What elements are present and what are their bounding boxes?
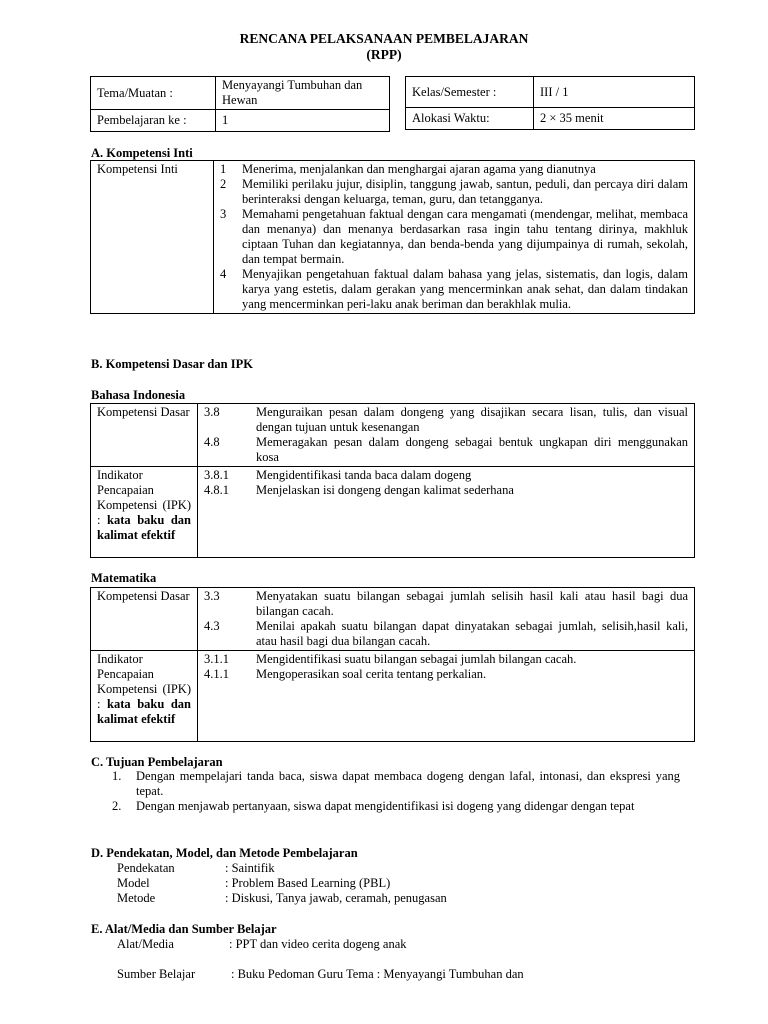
alat-label: Alat/Media [117, 937, 174, 951]
metode-value: : Diskusi, Tanya jawab, ceramah, penugasan [225, 891, 447, 905]
ipk-item: 3.1.1 Mengidentifikasi suatu bilangan sebagai jumlah bilangan cacah. [204, 652, 577, 666]
bahasa-ipk-label: Indikator Pencapaian Kompetensi (IPK) : kata baku dan kalimat efektif [91, 467, 198, 558]
tema-label: Tema/Muatan : [91, 77, 216, 110]
alokasi-value: 2 × 35 menit [534, 108, 695, 130]
ipk-item: 4.8.1 Menjelaskan isi dongeng dengan kalimat sederhana [204, 483, 514, 497]
tema-value: Menyayangi Tumbuhan dan Hewan [216, 77, 390, 110]
alokasi-label: Alokasi Waktu: [406, 108, 534, 130]
ki-items [214, 161, 695, 314]
metode-list [117, 861, 617, 906]
metode-label: Metode [117, 891, 156, 905]
pembelajaran-label: Pembelajaran ke : [91, 110, 216, 132]
kd-item: 3.3 Menyatakan suatu bilangan sebagai jumlah selisih hasil kali atau hasil bagi dua bilangan cacah. [204, 589, 688, 618]
ipk-item: 3.8.1 Mengidentifikasi tanda baca dalam dogeng [204, 468, 472, 482]
document-subtitle: (RPP) [366, 47, 402, 62]
kelas-value: III / 1 [534, 77, 695, 108]
pembelajaran-value: 1 [216, 110, 390, 132]
ki-item: 3 Memahami pengetahuan faktual dengan cara mengamati (mendengar, melihat, membaca dan menanya) dan menanya berdasarkan rasa ingin tahu tentang dirinya, makhluk ciptaan Tuhan dan kegiatannya, dan benda-benda yang dijumpainya di rumah, sekolah, dan tempat bermain. [220, 207, 688, 266]
ki-item: 4 Menyajikan pengetahuan faktual dalam bahasa yang jelas, sistematis, dan logis, dalam karya yang estetis, dalam gerakan yang mencerminkan anak sehat, dan dalam tindakan yang mencerminkan peri-laku anak beriman dan berakhlak mulia. [220, 267, 688, 311]
ki-item: 2 Memiliki perilaku jujur, disiplin, tanggung jawab, santun, peduli, dan percaya diri dalam berinteraksi dengan keluarga, teman, guru, dan tetangganya. [220, 177, 688, 206]
ki-item: 1 Menerima, menjalankan dan menghargai ajaran agama yang dianutnya [220, 162, 596, 176]
ipk-item: 4.1.1 Mengoperasikan soal cerita tentang perkalian. [204, 667, 487, 681]
kd-item: 4.8 Memeragakan pesan dalam dongeng sebagai bentuk ungkapan diri menggunakan kosa [204, 435, 688, 464]
sumber-value: : Buku Pedoman Guru Tema : Menyayangi Tumbuhan dan [231, 967, 524, 981]
info-table-left [90, 76, 390, 132]
bahasa-heading: Bahasa Indonesia [91, 388, 186, 402]
pendekatan-label: Pendekatan [117, 861, 175, 875]
tujuan-item: 1. Dengan mempelajari tanda baca, siswa dapat membaca dogeng dengan lafal, intonasi, dan ekspresi yang tepat. [112, 769, 680, 798]
sumber-label: Sumber Belajar [117, 967, 196, 981]
section-c-heading: C. Tujuan Pembelajaran [91, 755, 223, 769]
tujuan-item: 2. Dengan menjawab pertanyaan, siswa dapat mengidentifikasi isi dogeng yang didengar dengan tepat [112, 799, 635, 813]
matematika-ipk-label: Indikator Pencapaian Kompetensi (IPK) : kata baku dan kalimat efektif [91, 651, 198, 742]
matematika-kd-table [90, 587, 695, 742]
section-d-heading: D. Pendekatan, Model, dan Metode Pembelajaran [91, 846, 358, 860]
matematika-kd-items [198, 588, 695, 651]
matematika-heading: Matematika [91, 571, 157, 585]
alat-value: : PPT dan video cerita dogeng anak [229, 937, 407, 951]
model-value: : Problem Based Learning (PBL) [225, 876, 391, 890]
bahasa-ipk-items [198, 467, 695, 558]
info-table-right [405, 76, 695, 130]
matematika-ipk-items [198, 651, 695, 742]
matematika-kd-label: Kompetensi Dasar [91, 588, 198, 651]
section-e-heading: E. Alat/Media dan Sumber Belajar [91, 922, 277, 936]
kompetensi-inti-table [90, 160, 695, 314]
ki-label: Kompetensi Inti [91, 161, 214, 314]
section-b-heading: B. Kompetensi Dasar dan IPK [91, 357, 253, 371]
kelas-label: Kelas/Semester : [406, 77, 534, 108]
document-title: RENCANA PELAKSANAAN PEMBELAJARAN [239, 31, 529, 46]
sumber-row [117, 967, 677, 982]
tujuan-list [112, 769, 680, 814]
alat-row [117, 937, 677, 952]
kd-item: 4.3 Menilai apakah suatu bilangan dapat dinyatakan sebagai jumlah, selisih,hasil kali, atau hasil bagi dua bilangan cacah. [204, 619, 688, 648]
pendekatan-value: : Saintifik [225, 861, 275, 875]
bahasa-kd-table [90, 403, 695, 558]
bahasa-kd-label: Kompetensi Dasar [91, 404, 198, 467]
model-label: Model [117, 876, 150, 890]
section-a-heading: A. Kompetensi Inti [91, 146, 193, 160]
bahasa-kd-items [198, 404, 695, 467]
kd-item: 3.8 Menguraikan pesan dalam dongeng yang disajikan secara lisan, tulis, dan visual dengan tujuan untuk kesenangan [204, 405, 688, 434]
